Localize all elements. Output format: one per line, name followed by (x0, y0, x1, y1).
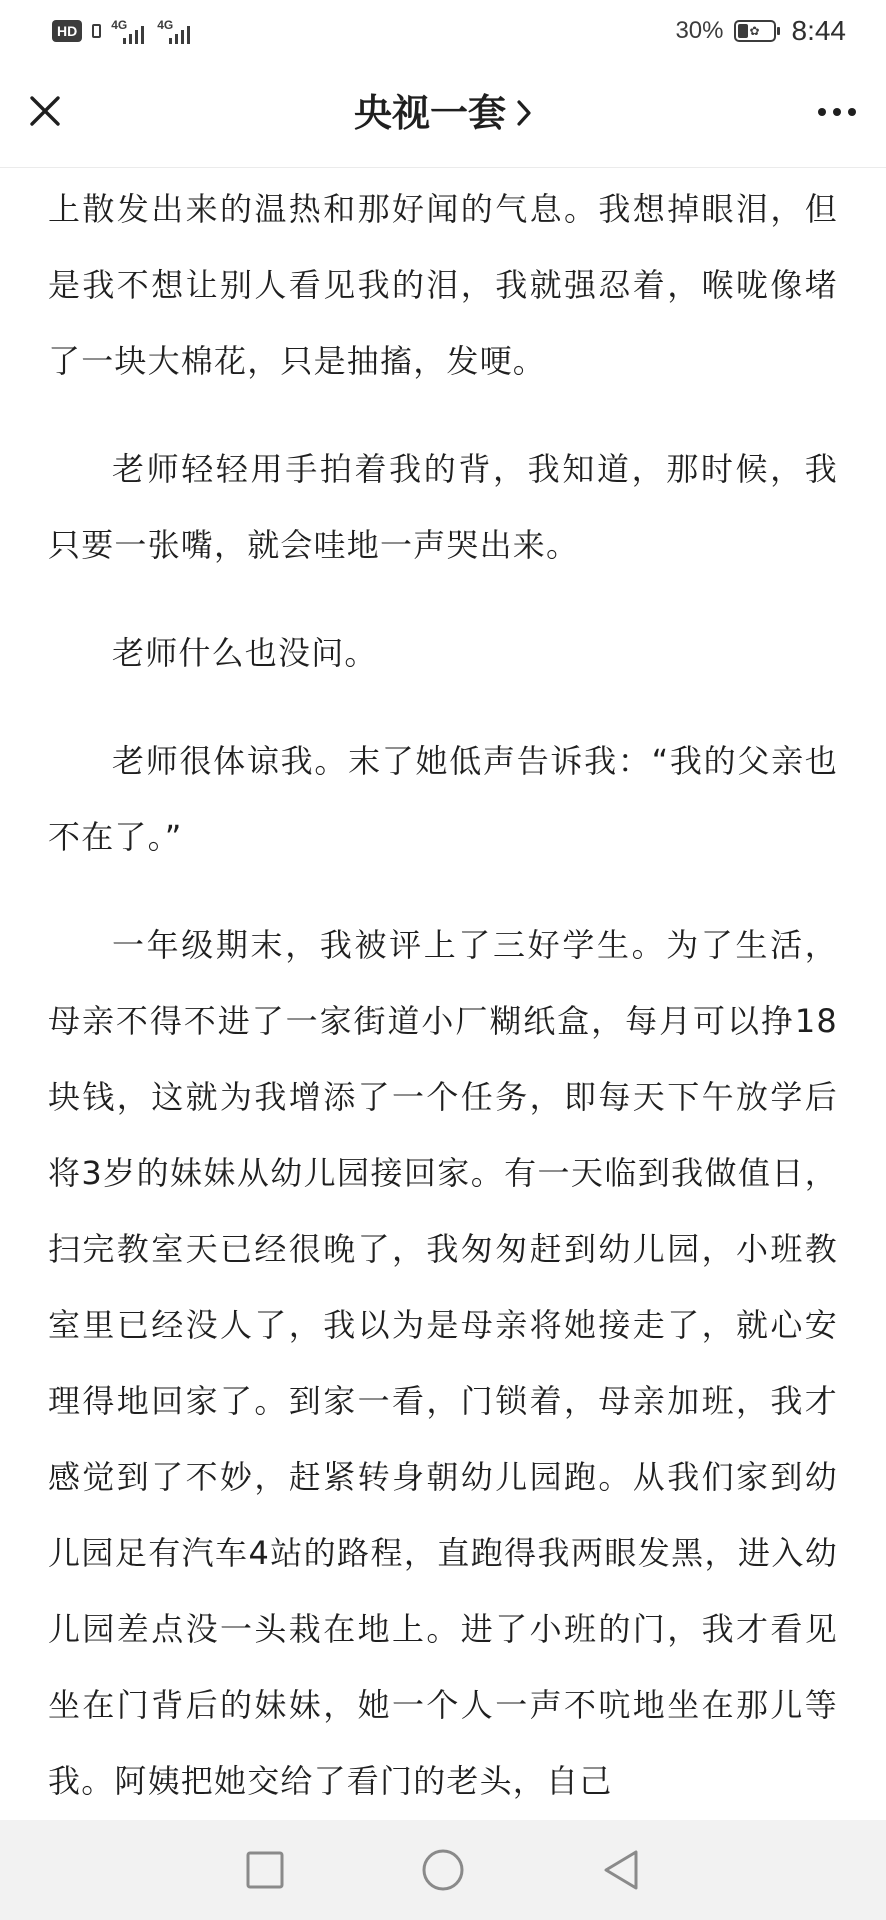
more-options-button[interactable] (812, 92, 862, 132)
system-nav-bar (0, 1820, 886, 1920)
article-paragraph: 老师什么也没问。 (112, 634, 378, 672)
home-button[interactable] (419, 1846, 467, 1894)
chevron-right-icon (516, 99, 532, 127)
network-type-1: 4G (111, 18, 128, 32)
article-paragraph: 老师很体谅我。末了她低声告诉我：“我的父亲也不在了。” (48, 742, 838, 856)
back-button[interactable] (597, 1846, 645, 1894)
article-paragraph: 老师轻轻用手拍着我的背，我知道，那时候，我只要一张嘴，就会哇地一声哭出来。 (48, 450, 838, 564)
hd-voice-badge: HD (52, 20, 82, 42)
more-dot (818, 108, 826, 116)
power-saving-leaf-icon: ✿ (749, 24, 760, 38)
article-paragraph: 上散发出来的温热和那好闻的气息。我想掉眼泪，但是我不想让别人看见我的泪，我就强忍着，喉咙像堵了一块大棉花，只是抽搐，发哽。 (48, 190, 838, 380)
article-paragraph: 一年级期末，我被评上了三好学生。为了生活，母亲不得不进了一家街道小厂糊纸盒，每月可以挣18块钱，这就为我增添了一个任务，即每天下午放学后将3岁的妹妹从幼儿园接回家。有一天临到我做值日，扫完教室天已经很晚了，我匆匆赶到幼儿园，小班教室里已经没人了，我以为是母亲将她接走了，就心安理得地回家了。到家一看，门锁着，母亲加班，我才感觉到了不妙，赶紧转身朝幼儿园跑。从我们家到幼儿园足有汽车4站的路程，直跑得我两眼发黑，进入幼儿园差点没一头栽在地上。进了小班的门，我才看见坐在门背后的妹妹，她一个人一声不吭地坐在那儿等我。阿姨把她交给了看门的老头，自己 (48, 926, 838, 1800)
recents-button[interactable] (241, 1846, 289, 1894)
network-type-2: 4G (157, 18, 174, 32)
article-body[interactable] (48, 168, 838, 1820)
page-title: 央视一套 (353, 91, 506, 135)
square-recents-icon (245, 1850, 285, 1890)
more-dot (848, 108, 856, 116)
more-dot (833, 108, 841, 116)
sim-icon (92, 24, 101, 38)
battery-level (738, 24, 748, 38)
status-bar-right (675, 15, 846, 47)
signal-1-icon (111, 18, 147, 44)
article-content (48, 171, 838, 1819)
triangle-back-icon (601, 1848, 641, 1892)
battery-icon (734, 20, 776, 42)
status-bar-left (52, 18, 193, 44)
circle-home-icon (421, 1848, 465, 1892)
signal-2-icon (157, 18, 193, 44)
account-title-link[interactable] (354, 88, 532, 138)
top-nav (0, 62, 886, 168)
nav-title-area (0, 88, 886, 138)
battery-percent: 30% (675, 17, 724, 44)
status-bar (0, 0, 886, 62)
clock: 8:44 (791, 15, 846, 46)
